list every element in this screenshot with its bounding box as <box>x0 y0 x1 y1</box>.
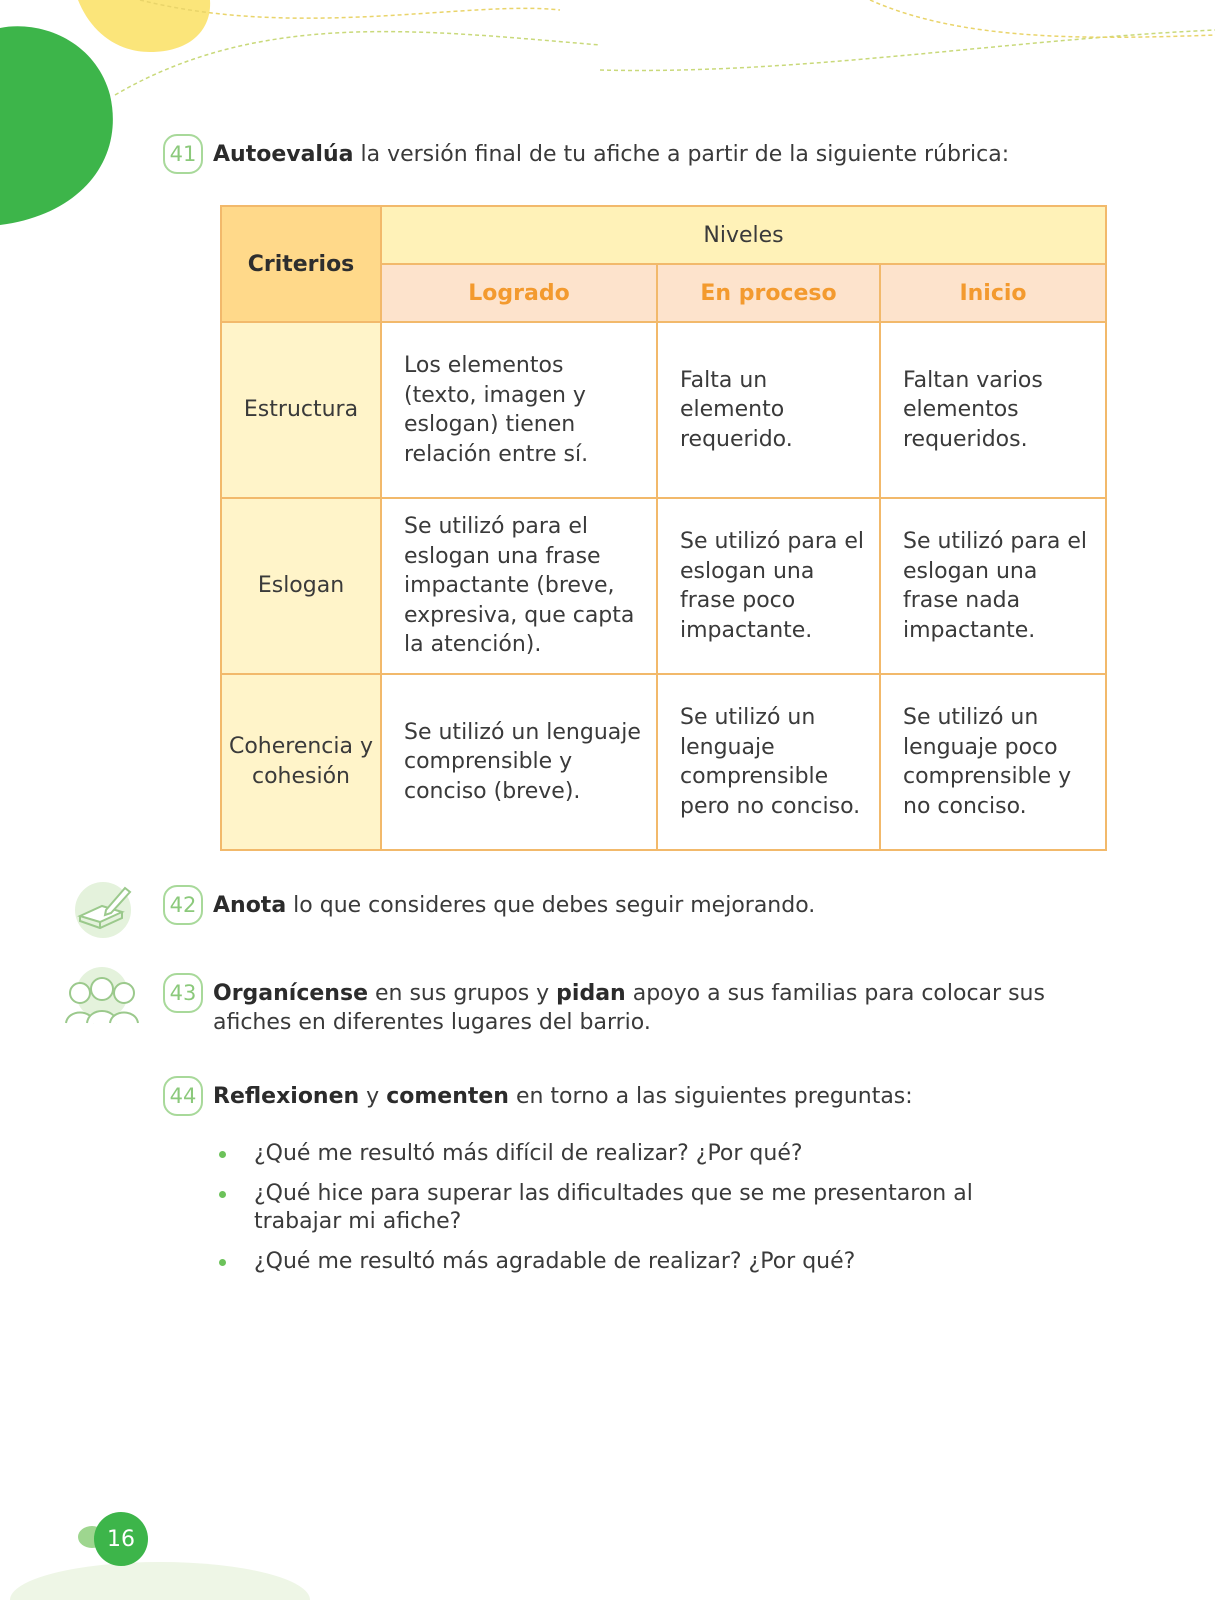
activity-43-instruction: Organícense en sus grupos y pidan apoyo a sus familias para colocar sus afiches en diferentes lugares del barrio. <box>213 981 1045 1035</box>
activity-44-instruction: Reflexionen y comenten en torno a las siguientes preguntas: <box>213 1084 913 1109</box>
rubric-cell: Falta un elemento requerido. <box>657 322 880 498</box>
criterios-header: Criterios <box>221 206 381 322</box>
activity-42 <box>163 891 815 925</box>
reflection-questions <box>216 1140 1016 1288</box>
level-header-inicio: Inicio <box>880 264 1106 322</box>
level-header-en-proceso: En proceso <box>657 264 880 322</box>
activity-43 <box>163 979 1063 1037</box>
writing-book-icon <box>70 880 136 940</box>
bullet-icon <box>219 1151 226 1158</box>
activity-number-badge: 42 <box>163 885 203 925</box>
rubric-cell: Se utilizó un lenguaje comprensible pero no conciso. <box>657 674 880 850</box>
rubric-cell: Se utilizó para el eslogan una frase poco impactante. <box>657 498 880 674</box>
list-item: ¿Qué me resultó más agradable de realizar? ¿Por qué? <box>216 1248 1016 1276</box>
level-header-logrado: Logrado <box>381 264 657 322</box>
activity-41-instruction: Autoevalúa la versión final de tu afiche a partir de la siguiente rúbrica: <box>213 142 1010 167</box>
list-item: ¿Qué hice para superar las dificultades que se me presentaron al trabajar mi afiche? <box>216 1180 1016 1236</box>
criterion-cell: Coherencia y cohesión <box>221 674 381 850</box>
bullet-icon <box>219 1259 226 1266</box>
rubric-cell: Los elementos (texto, imagen y eslogan) tienen relación entre sí. <box>381 322 657 498</box>
rubric-cell: Se utilizó para el eslogan una frase impactante (breve, expresiva, que capta la atención). <box>381 498 657 674</box>
group-kids-icon <box>60 965 144 1027</box>
rubric-cell: Se utilizó un lenguaje poco comprensible y no conciso. <box>880 674 1106 850</box>
activity-number-badge: 43 <box>163 973 203 1013</box>
activity-number-badge: 41 <box>163 134 203 174</box>
rubric-row-coherencia <box>221 674 1106 850</box>
activity-number-badge: 44 <box>163 1076 203 1116</box>
activity-42-instruction: Anota lo que consideres que debes seguir mejorando. <box>213 893 816 918</box>
rubric-table <box>220 205 1107 851</box>
rubric-cell: Se utilizó para el eslogan una frase nada impactante. <box>880 498 1106 674</box>
criterion-cell: Estructura <box>221 322 381 498</box>
criterion-cell: Eslogan <box>221 498 381 674</box>
rubric-row-eslogan <box>221 498 1106 674</box>
page-number: 16 <box>94 1512 148 1566</box>
rubric-cell: Faltan varios elementos requeridos. <box>880 322 1106 498</box>
list-item: ¿Qué me resultó más difícil de realizar? ¿Por qué? <box>216 1140 1016 1168</box>
rubric-cell: Se utilizó un lenguaje comprensible y conciso (breve). <box>381 674 657 850</box>
niveles-header: Niveles <box>381 206 1106 264</box>
activity-41 <box>163 140 1009 174</box>
bullet-icon <box>219 1191 226 1198</box>
rubric-row-estructura <box>221 322 1106 498</box>
activity-44 <box>163 1082 913 1116</box>
